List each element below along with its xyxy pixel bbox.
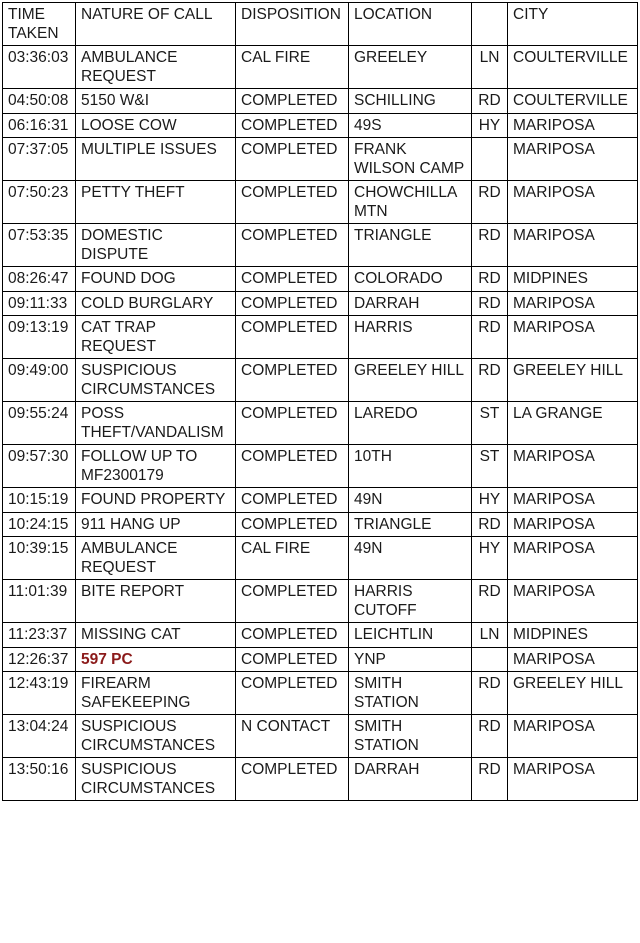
time-taken-cell: 13:04:24 — [3, 715, 76, 758]
disposition-cell: N CONTACT — [236, 715, 349, 758]
disposition-cell: COMPLETED — [236, 224, 349, 267]
nature-of-call-cell: MULTIPLE ISSUES — [76, 138, 236, 181]
city-cell: MARIPOSA — [508, 113, 638, 138]
table-row — [3, 672, 638, 715]
city-cell: MARIPOSA — [508, 647, 638, 672]
table-row — [3, 715, 638, 758]
street-suffix-cell: RD — [472, 224, 508, 267]
header-location: LOCATION — [349, 3, 472, 46]
nature-of-call-cell: POSS THEFT/VANDALISM — [76, 402, 236, 445]
nature-of-call-cell: DOMESTIC DISPUTE — [76, 224, 236, 267]
table-row — [3, 580, 638, 623]
header-row — [3, 3, 638, 46]
location-cell: LAREDO — [349, 402, 472, 445]
street-suffix-cell: RD — [472, 715, 508, 758]
time-taken-cell: 12:43:19 — [3, 672, 76, 715]
location-cell: SMITH STATION — [349, 672, 472, 715]
location-cell: 49N — [349, 488, 472, 513]
street-suffix-cell: RD — [472, 291, 508, 316]
street-suffix-cell — [472, 647, 508, 672]
location-cell: LEICHTLIN — [349, 623, 472, 648]
table-row — [3, 316, 638, 359]
street-suffix-cell: LN — [472, 623, 508, 648]
nature-of-call-cell: FIREARM SAFEKEEPING — [76, 672, 236, 715]
city-cell: MARIPOSA — [508, 181, 638, 224]
header-nature-of-call: NATURE OF CALL — [76, 3, 236, 46]
city-cell: COULTERVILLE — [508, 89, 638, 114]
time-taken-cell: 10:15:19 — [3, 488, 76, 513]
time-taken-cell: 09:49:00 — [3, 359, 76, 402]
table-row — [3, 512, 638, 537]
table-row — [3, 113, 638, 138]
nature-of-call-cell: 911 HANG UP — [76, 512, 236, 537]
disposition-cell: COMPLETED — [236, 359, 349, 402]
time-taken-cell: 11:01:39 — [3, 580, 76, 623]
nature-of-call-cell: BITE REPORT — [76, 580, 236, 623]
city-cell: MARIPOSA — [508, 445, 638, 488]
disposition-cell: COMPLETED — [236, 580, 349, 623]
street-suffix-cell: LN — [472, 46, 508, 89]
disposition-cell: COMPLETED — [236, 138, 349, 181]
table-row — [3, 647, 638, 672]
disposition-cell: COMPLETED — [236, 181, 349, 224]
table-row — [3, 138, 638, 181]
street-suffix-cell: RD — [472, 181, 508, 224]
table-row — [3, 291, 638, 316]
city-cell: MIDPINES — [508, 267, 638, 292]
disposition-cell: COMPLETED — [236, 445, 349, 488]
table-row — [3, 46, 638, 89]
disposition-cell: COMPLETED — [236, 512, 349, 537]
street-suffix-cell: ST — [472, 402, 508, 445]
location-cell: GREELEY — [349, 46, 472, 89]
header-street-suffix — [472, 3, 508, 46]
street-suffix-cell: RD — [472, 359, 508, 402]
table-row — [3, 445, 638, 488]
table-row — [3, 623, 638, 648]
nature-of-call-cell: COLD BURGLARY — [76, 291, 236, 316]
disposition-cell: COMPLETED — [236, 113, 349, 138]
city-cell: MARIPOSA — [508, 291, 638, 316]
time-taken-cell: 07:53:35 — [3, 224, 76, 267]
nature-of-call-cell: SUSPICIOUS CIRCUMSTANCES — [76, 758, 236, 801]
disposition-cell: COMPLETED — [236, 89, 349, 114]
location-cell: YNP — [349, 647, 472, 672]
time-taken-cell: 08:26:47 — [3, 267, 76, 292]
table-row — [3, 89, 638, 114]
call-log-table — [2, 2, 638, 801]
location-cell: FRANK WILSON CAMP — [349, 138, 472, 181]
location-cell: HARRIS — [349, 316, 472, 359]
time-taken-cell: 09:57:30 — [3, 445, 76, 488]
street-suffix-cell: RD — [472, 580, 508, 623]
city-cell: MARIPOSA — [508, 537, 638, 580]
time-taken-cell: 07:50:23 — [3, 181, 76, 224]
header-disposition: DISPOSITION — [236, 3, 349, 46]
time-taken-cell: 03:36:03 — [3, 46, 76, 89]
street-suffix-cell — [472, 138, 508, 181]
city-cell: MARIPOSA — [508, 512, 638, 537]
time-taken-cell: 07:37:05 — [3, 138, 76, 181]
city-cell: MARIPOSA — [508, 224, 638, 267]
table-row — [3, 537, 638, 580]
street-suffix-cell: RD — [472, 512, 508, 537]
nature-of-call-cell: CAT TRAP REQUEST — [76, 316, 236, 359]
disposition-cell: COMPLETED — [236, 267, 349, 292]
disposition-cell: COMPLETED — [236, 402, 349, 445]
disposition-cell: COMPLETED — [236, 291, 349, 316]
location-cell: TRIANGLE — [349, 224, 472, 267]
location-cell: GREELEY HILL — [349, 359, 472, 402]
nature-of-call-cell: FOUND DOG — [76, 267, 236, 292]
table-row — [3, 402, 638, 445]
table-row — [3, 224, 638, 267]
location-cell: COLORADO — [349, 267, 472, 292]
table-row — [3, 758, 638, 801]
nature-of-call-cell: AMBULANCE REQUEST — [76, 537, 236, 580]
street-suffix-cell: RD — [472, 672, 508, 715]
location-cell: 10TH — [349, 445, 472, 488]
city-cell: GREELEY HILL — [508, 359, 638, 402]
nature-of-call-cell: LOOSE COW — [76, 113, 236, 138]
nature-of-call-cell: SUSPICIOUS CIRCUMSTANCES — [76, 715, 236, 758]
location-cell: SCHILLING — [349, 89, 472, 114]
street-suffix-cell: RD — [472, 758, 508, 801]
table-row — [3, 488, 638, 513]
location-cell: SMITH STATION — [349, 715, 472, 758]
location-cell: CHOWCHILLA MTN — [349, 181, 472, 224]
table-row — [3, 359, 638, 402]
location-cell: 49S — [349, 113, 472, 138]
city-cell: MARIPOSA — [508, 715, 638, 758]
street-suffix-cell: HY — [472, 488, 508, 513]
location-cell: TRIANGLE — [349, 512, 472, 537]
nature-of-call-cell: SUSPICIOUS CIRCUMSTANCES — [76, 359, 236, 402]
location-cell: HARRIS CUTOFF — [349, 580, 472, 623]
nature-of-call-cell: PETTY THEFT — [76, 181, 236, 224]
disposition-cell: CAL FIRE — [236, 537, 349, 580]
disposition-cell: COMPLETED — [236, 316, 349, 359]
nature-of-call-cell: MISSING CAT — [76, 623, 236, 648]
city-cell: LA GRANGE — [508, 402, 638, 445]
city-cell: MARIPOSA — [508, 580, 638, 623]
disposition-cell: COMPLETED — [236, 647, 349, 672]
location-cell: DARRAH — [349, 291, 472, 316]
nature-of-call-cell: 5150 W&I — [76, 89, 236, 114]
nature-of-call-cell: 597 PC — [76, 647, 236, 672]
street-suffix-cell: RD — [472, 316, 508, 359]
time-taken-cell: 06:16:31 — [3, 113, 76, 138]
street-suffix-cell: ST — [472, 445, 508, 488]
time-taken-cell: 09:11:33 — [3, 291, 76, 316]
time-taken-cell: 11:23:37 — [3, 623, 76, 648]
time-taken-cell: 09:55:24 — [3, 402, 76, 445]
table-row — [3, 181, 638, 224]
header-time-taken: TIME TAKEN — [3, 3, 76, 46]
city-cell: GREELEY HILL — [508, 672, 638, 715]
time-taken-cell: 12:26:37 — [3, 647, 76, 672]
city-cell: MARIPOSA — [508, 488, 638, 513]
time-taken-cell: 09:13:19 — [3, 316, 76, 359]
disposition-cell: COMPLETED — [236, 488, 349, 513]
city-cell: MARIPOSA — [508, 758, 638, 801]
time-taken-cell: 10:24:15 — [3, 512, 76, 537]
nature-of-call-cell: FOUND PROPERTY — [76, 488, 236, 513]
city-cell: MARIPOSA — [508, 316, 638, 359]
city-cell: MARIPOSA — [508, 138, 638, 181]
time-taken-cell: 04:50:08 — [3, 89, 76, 114]
location-cell: 49N — [349, 537, 472, 580]
time-taken-cell: 10:39:15 — [3, 537, 76, 580]
time-taken-cell: 13:50:16 — [3, 758, 76, 801]
city-cell: COULTERVILLE — [508, 46, 638, 89]
disposition-cell: CAL FIRE — [236, 46, 349, 89]
disposition-cell: COMPLETED — [236, 672, 349, 715]
location-cell: DARRAH — [349, 758, 472, 801]
disposition-cell: COMPLETED — [236, 623, 349, 648]
disposition-cell: COMPLETED — [236, 758, 349, 801]
street-suffix-cell: RD — [472, 89, 508, 114]
city-cell: MIDPINES — [508, 623, 638, 648]
street-suffix-cell: HY — [472, 537, 508, 580]
table-row — [3, 267, 638, 292]
header-city: CITY — [508, 3, 638, 46]
street-suffix-cell: HY — [472, 113, 508, 138]
nature-of-call-cell: AMBULANCE REQUEST — [76, 46, 236, 89]
street-suffix-cell: RD — [472, 267, 508, 292]
nature-of-call-cell: FOLLOW UP TO MF2300179 — [76, 445, 236, 488]
